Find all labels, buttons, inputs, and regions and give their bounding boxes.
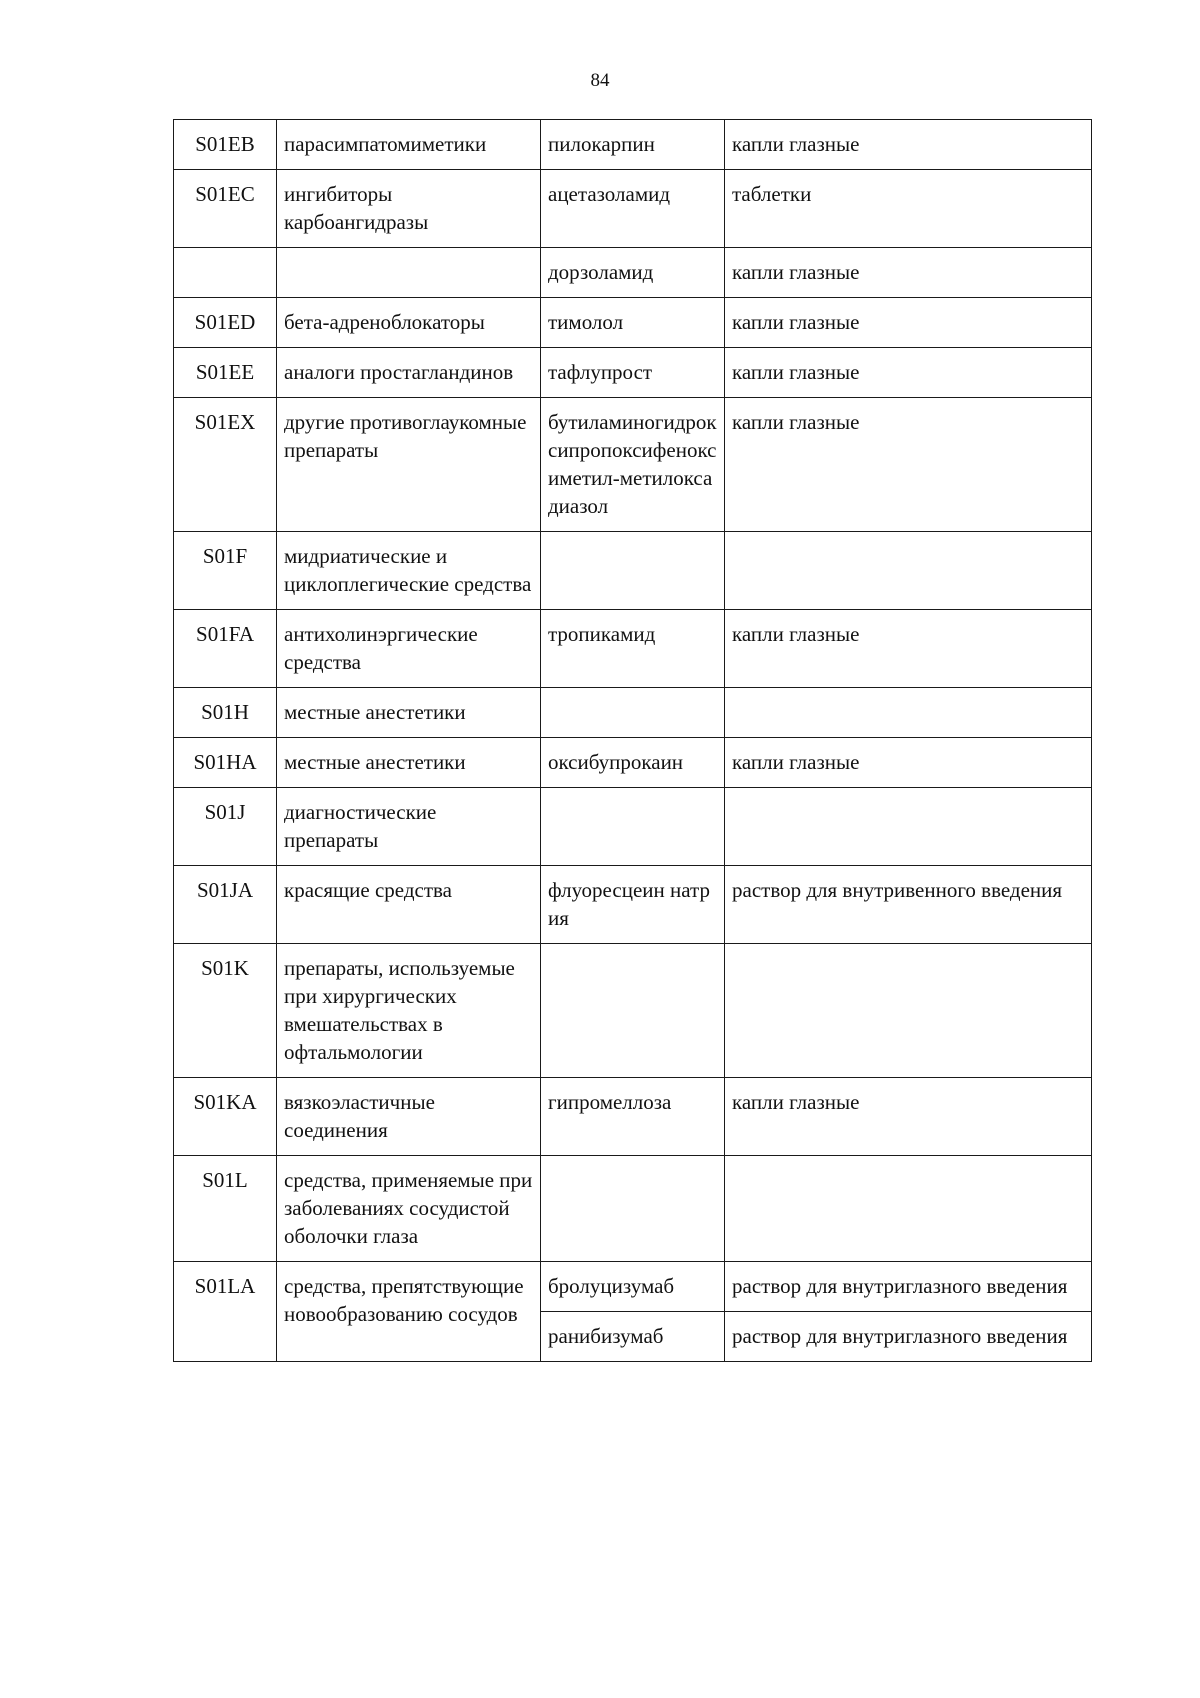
table-row [174,610,1092,688]
dosage-form-cell: раствор для внутриглазного введения [725,1312,1092,1362]
table-row [174,398,1092,532]
group-cell: местные анестетики [277,688,541,738]
atc-code-cell: S01EE [174,348,277,398]
drug-cell: тропикамид [541,610,725,688]
table-row [174,248,1092,298]
drug-cell [541,944,725,1078]
drug-cell [541,788,725,866]
table-row [174,1078,1092,1156]
dosage-form-cell: таблетки [725,170,1092,248]
atc-code-cell: S01FA [174,610,277,688]
atc-code-cell: S01LA [174,1262,277,1362]
group-cell [277,248,541,298]
dosage-form-cell: капли глазные [725,248,1092,298]
table-row [174,298,1092,348]
dosage-form-cell [725,532,1092,610]
group-cell: средства, препятствующие новообразованию сосудов [277,1262,541,1362]
table-row [174,738,1092,788]
dosage-form-cell: раствор для внутриглазного введения [725,1262,1092,1312]
dosage-form-cell [725,788,1092,866]
group-cell: бета-адреноблокаторы [277,298,541,348]
dosage-form-cell: капли глазные [725,738,1092,788]
atc-code-cell: S01JA [174,866,277,944]
drug-cell: пилокарпин [541,120,725,170]
drug-cell: оксибупрокаин [541,738,725,788]
group-cell: препараты, используемые при хирургических вмешательствах в офтальмологии [277,944,541,1078]
atc-code-cell: S01K [174,944,277,1078]
drug-cell: тимолол [541,298,725,348]
group-cell: местные анестетики [277,738,541,788]
atc-code-cell: S01ED [174,298,277,348]
drug-cell: тафлупрост [541,348,725,398]
dosage-form-cell: раствор для внутривенного введения [725,866,1092,944]
group-cell: ингибиторы карбоангидразы [277,170,541,248]
dosage-form-cell: капли глазные [725,120,1092,170]
drug-cell [541,1156,725,1262]
dosage-form-cell [725,688,1092,738]
atc-code-cell: S01H [174,688,277,738]
dosage-form-cell: капли глазные [725,348,1092,398]
atc-code-cell: S01J [174,788,277,866]
atc-code-cell: S01KA [174,1078,277,1156]
table-row [174,866,1092,944]
drug-cell: бутиламиногидроксипропоксифеноксиметил-метилоксадиазол [541,398,725,532]
dosage-form-cell: капли глазные [725,398,1092,532]
page-number: 84 [590,70,610,91]
table-row [174,1156,1092,1262]
group-cell: парасимпатомиметики [277,120,541,170]
dosage-form-cell [725,944,1092,1078]
table-row [174,348,1092,398]
atc-code-cell: S01L [174,1156,277,1262]
table-row [174,532,1092,610]
table-row [174,1262,1092,1312]
drug-cell: ранибизумаб [541,1312,725,1362]
drug-classification-table [173,119,1092,1362]
table-row [174,170,1092,248]
drug-cell [541,688,725,738]
dosage-form-cell: капли глазные [725,298,1092,348]
atc-code-cell: S01EB [174,120,277,170]
group-cell: вязкоэластичные соединения [277,1078,541,1156]
atc-code-cell [174,248,277,298]
group-cell: мидриатические и циклоплегические средства [277,532,541,610]
group-cell: диагностические препараты [277,788,541,866]
group-cell: средства, применяемые при заболеваниях сосудистой оболочки глаза [277,1156,541,1262]
drug-cell: дорзоламид [541,248,725,298]
table-row [174,788,1092,866]
drug-cell [541,532,725,610]
drug-cell: бролуцизумаб [541,1262,725,1312]
drug-cell: гипромеллоза [541,1078,725,1156]
drug-cell: флуоресцеин натрия [541,866,725,944]
group-cell: аналоги простагландинов [277,348,541,398]
group-cell: антихолинэргические средства [277,610,541,688]
table-row [174,944,1092,1078]
group-cell: другие противоглаукомные препараты [277,398,541,532]
atc-code-cell: S01F [174,532,277,610]
dosage-form-cell: капли глазные [725,1078,1092,1156]
table-row [174,120,1092,170]
group-cell: красящие средства [277,866,541,944]
table-row [174,688,1092,738]
atc-code-cell: S01EC [174,170,277,248]
dosage-form-cell: капли глазные [725,610,1092,688]
dosage-form-cell [725,1156,1092,1262]
drug-cell: ацетазоламид [541,170,725,248]
atc-code-cell: S01HA [174,738,277,788]
atc-code-cell: S01EX [174,398,277,532]
